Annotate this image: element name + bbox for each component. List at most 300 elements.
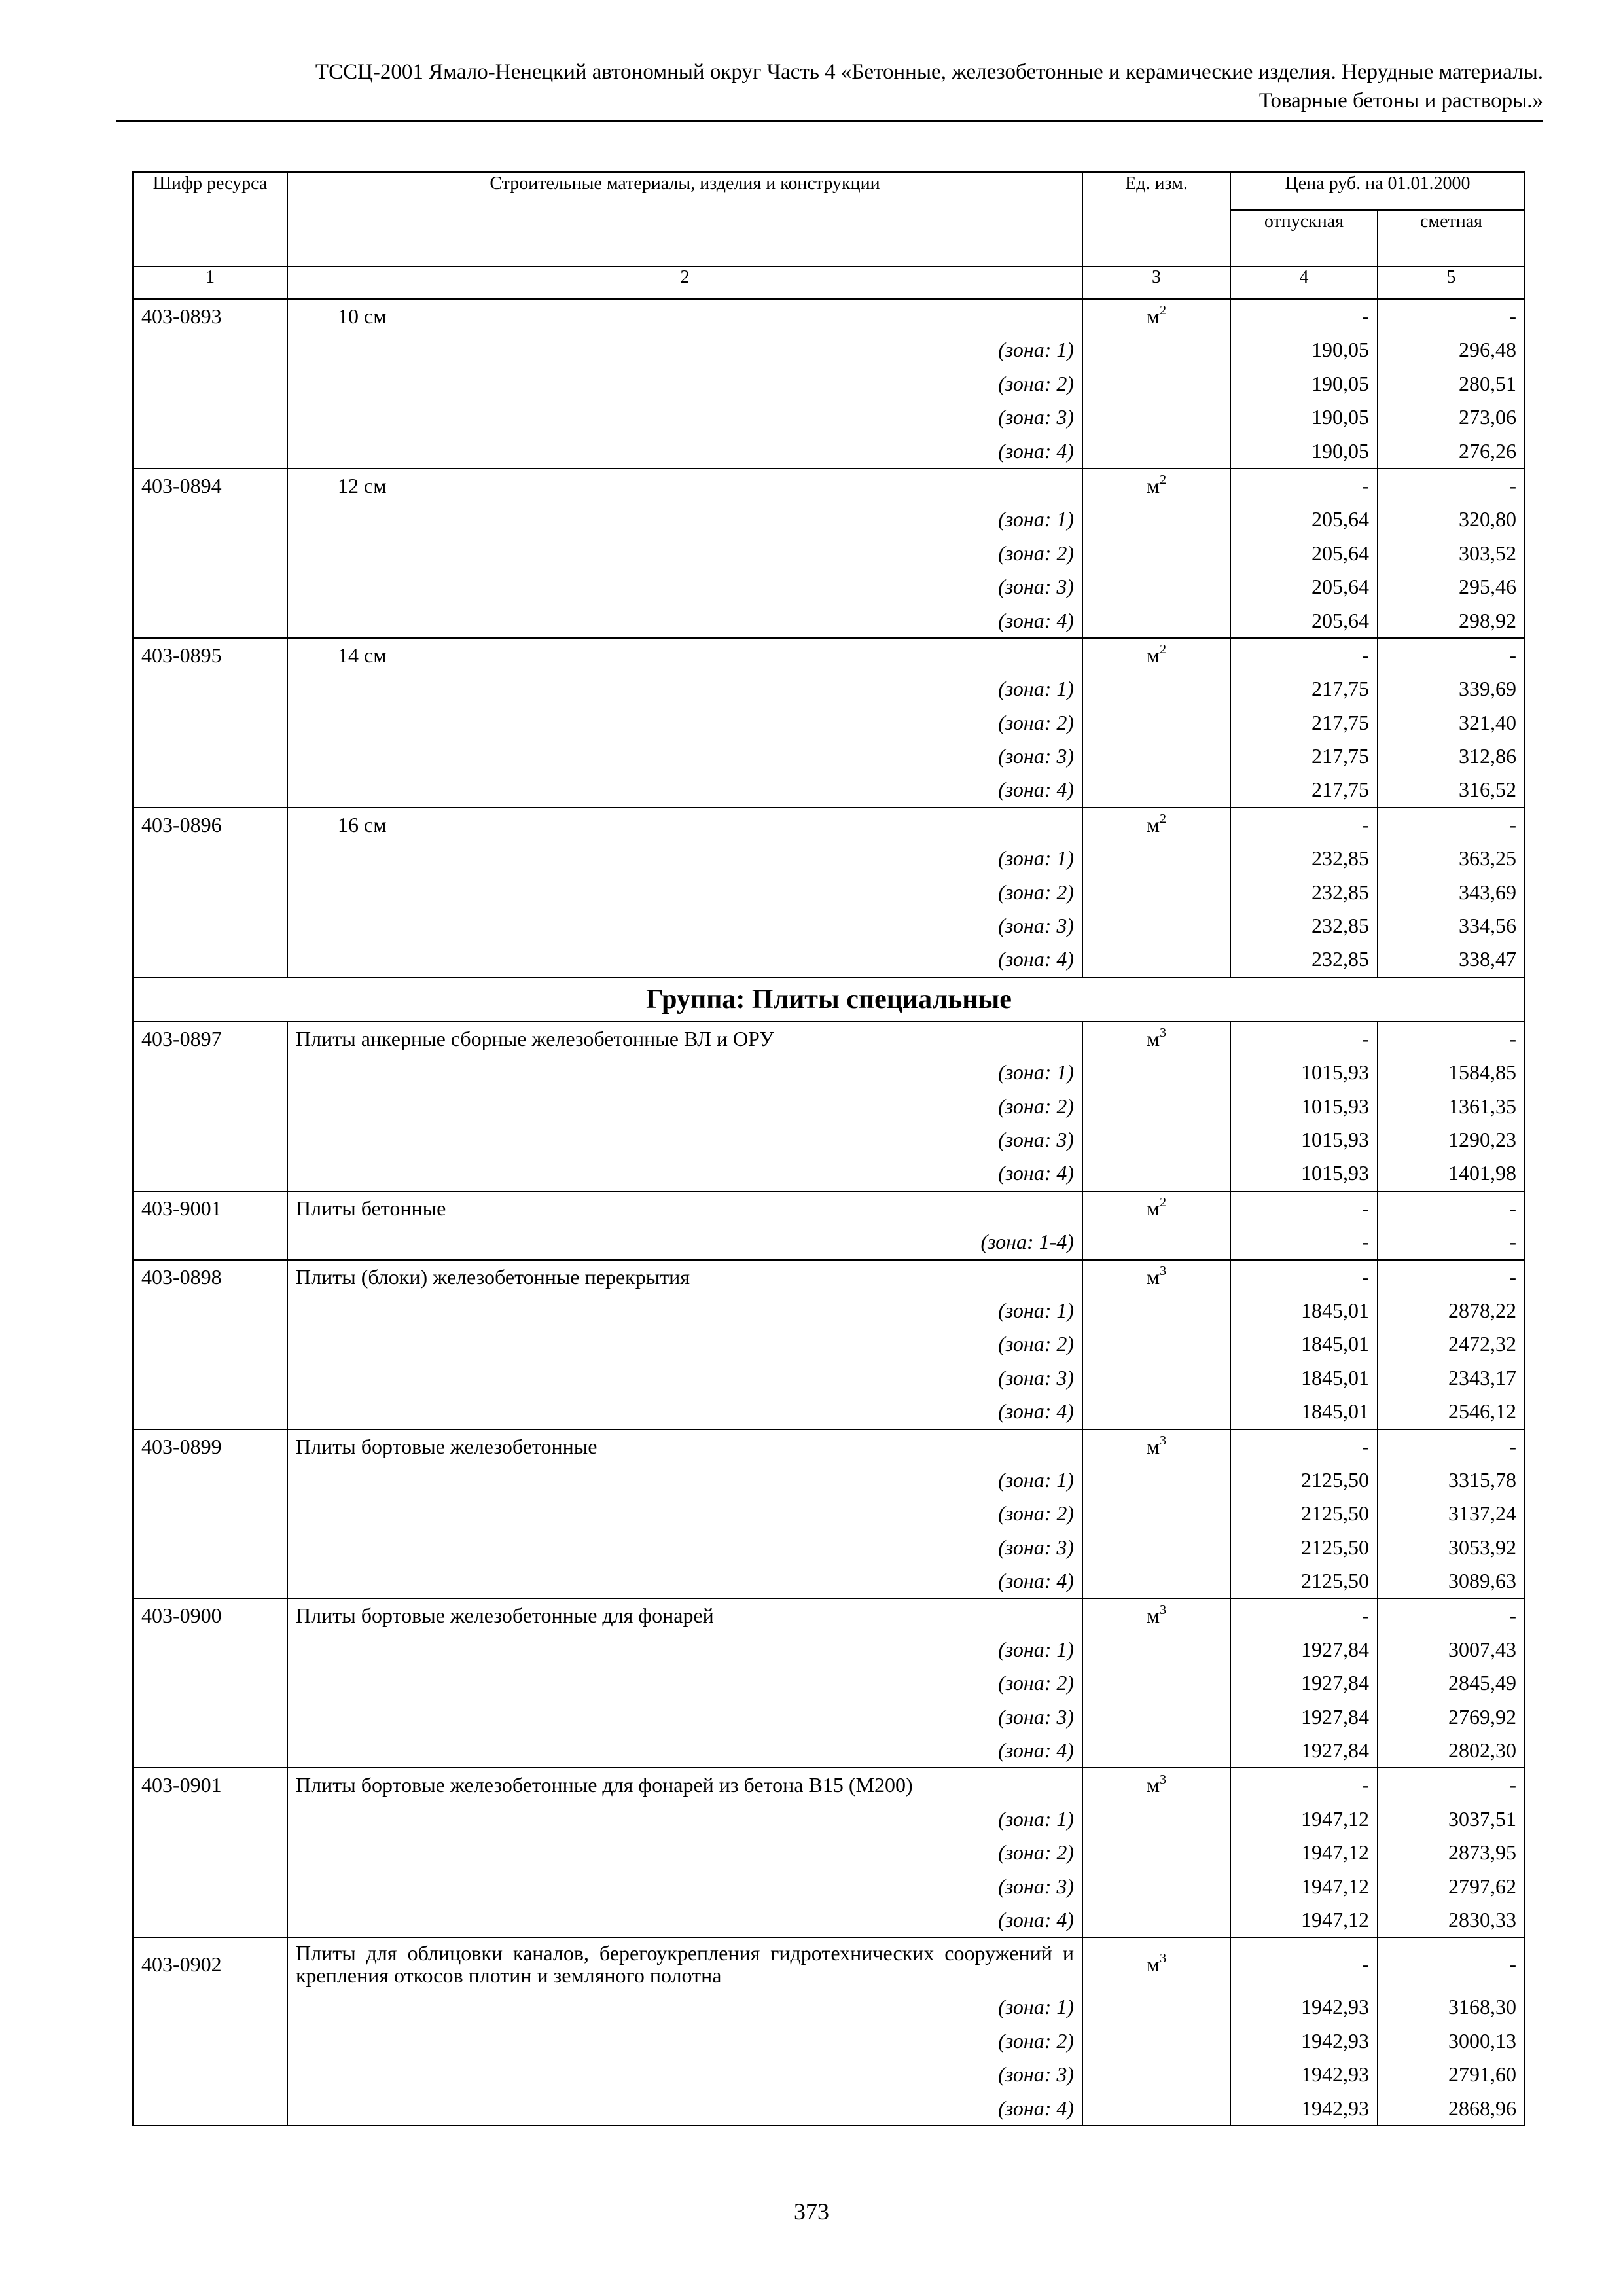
zone-label: (зона: 2) <box>287 367 1082 401</box>
material-name: Плиты для облицовки каналов, берегоукрепления гидротехнических сооружений и крепления откосов плотин и земляного полотна <box>287 1937 1082 1990</box>
zone-label: (зона: 4) <box>287 435 1082 469</box>
resource-code-empty <box>133 773 287 807</box>
unit-empty <box>1082 435 1230 469</box>
unit-empty <box>1082 2058 1230 2091</box>
zone-estimate-price: 339,69 <box>1378 672 1525 706</box>
zone-estimate-price: 2878,22 <box>1378 1294 1525 1327</box>
unit-empty <box>1082 503 1230 536</box>
zone-label: (зона: 1) <box>287 1294 1082 1327</box>
zone-estimate-price: 298,92 <box>1378 604 1525 638</box>
unit-of-measure <box>1082 1598 1230 1632</box>
column-number: 4 <box>1230 266 1378 299</box>
unit-empty <box>1082 909 1230 942</box>
header-divider <box>116 120 1543 122</box>
zone-label: (зона: 1) <box>287 672 1082 706</box>
zone-release-price: 1015,93 <box>1230 1123 1378 1157</box>
zone-row <box>133 401 1525 434</box>
unit-exponent: 3 <box>1160 1433 1167 1448</box>
resource-code-empty <box>133 740 287 773</box>
unit-empty <box>1082 1700 1230 1734</box>
resource-code-empty <box>133 1395 287 1429</box>
zone-row <box>133 2092 1525 2126</box>
zone-estimate-price: 303,52 <box>1378 537 1525 570</box>
zone-release-price: 1015,93 <box>1230 1157 1378 1191</box>
table-row <box>133 469 1525 503</box>
material-name: 12 см <box>287 469 1082 503</box>
unit-of-measure <box>1082 1022 1230 1056</box>
unit-empty <box>1082 1666 1230 1700</box>
zone-release-price: 1947,12 <box>1230 1803 1378 1836</box>
unit-base: м <box>1146 1026 1160 1050</box>
zone-release-price: 2125,50 <box>1230 1497 1378 1530</box>
zone-estimate-price: 2546,12 <box>1378 1395 1525 1429</box>
group-section <box>133 977 1525 1022</box>
zone-row <box>133 570 1525 603</box>
resource-code-empty <box>133 1803 287 1836</box>
column-header-name: Строительные материалы, изделия и конструкции <box>287 172 1082 266</box>
resource-code-empty <box>133 706 287 740</box>
zone-estimate-price: 295,46 <box>1378 570 1525 603</box>
zone-label: (зона: 1) <box>287 842 1082 875</box>
zone-estimate-price: 1584,85 <box>1378 1056 1525 1089</box>
table-body-after-group <box>133 1022 1525 2126</box>
zone-label: (зона: 2) <box>287 1666 1082 1700</box>
zone-estimate-price: 3000,13 <box>1378 2024 1525 2058</box>
estimate-price: - <box>1378 1022 1525 1056</box>
unit-exponent: 3 <box>1160 1026 1167 1041</box>
resource-code-empty <box>133 2058 287 2091</box>
unit-of-measure <box>1082 1937 1230 1990</box>
estimate-price: - <box>1378 1937 1525 1990</box>
resource-code-empty <box>133 503 287 536</box>
unit-empty <box>1082 740 1230 773</box>
resource-code: 403-9001 <box>133 1191 287 1225</box>
zone-row <box>133 537 1525 570</box>
release-price: - <box>1230 1191 1378 1225</box>
zone-release-price: 1015,93 <box>1230 1090 1378 1123</box>
zone-label: (зона: 2) <box>287 1327 1082 1361</box>
resource-code-empty <box>133 942 287 977</box>
unit-empty <box>1082 1361 1230 1395</box>
zone-row <box>133 1564 1525 1598</box>
unit-exponent: 2 <box>1160 812 1167 827</box>
resource-code-empty <box>133 401 287 434</box>
unit-empty <box>1082 1090 1230 1123</box>
header-title-line-1: ТССЦ-2001 Ямало-Ненецкий автономный округ Часть 4 «Бетонные, железобетонные и керамические изделия. Нерудные материалы. <box>315 60 1543 84</box>
unit-empty <box>1082 773 1230 807</box>
zone-estimate-price: 320,80 <box>1378 503 1525 536</box>
zone-label: (зона: 1) <box>287 503 1082 536</box>
material-name: Плиты бетонные <box>287 1191 1082 1225</box>
zone-row <box>133 1090 1525 1123</box>
resource-code-empty <box>133 1564 287 1598</box>
zone-release-price: 1845,01 <box>1230 1327 1378 1361</box>
zone-release-price: - <box>1230 1225 1378 1259</box>
zone-row <box>133 1666 1525 1700</box>
zone-row <box>133 333 1525 367</box>
unit-empty <box>1082 876 1230 909</box>
zone-label: (зона: 2) <box>287 706 1082 740</box>
zone-release-price: 217,75 <box>1230 706 1378 740</box>
zone-label: (зона: 3) <box>287 401 1082 434</box>
release-price: - <box>1230 299 1378 333</box>
zone-estimate-price: 2873,95 <box>1378 1836 1525 1869</box>
table-row <box>133 299 1525 333</box>
table-row <box>133 638 1525 672</box>
unit-empty <box>1082 842 1230 875</box>
zone-label: (зона: 2) <box>287 1497 1082 1530</box>
zone-release-price: 1942,93 <box>1230 2024 1378 2058</box>
resource-code-empty <box>133 1531 287 1564</box>
resource-code-empty <box>133 1090 287 1123</box>
zone-estimate-price: 3137,24 <box>1378 1497 1525 1530</box>
resource-code: 403-0893 <box>133 299 287 333</box>
zone-release-price: 1927,84 <box>1230 1666 1378 1700</box>
zone-row <box>133 1903 1525 1937</box>
unit-exponent: 2 <box>1160 473 1167 488</box>
table-row <box>133 1260 1525 1294</box>
zone-label: (зона: 3) <box>287 1531 1082 1564</box>
resource-code: 403-0899 <box>133 1429 287 1463</box>
unit-of-measure <box>1082 1429 1230 1463</box>
zone-row <box>133 1463 1525 1497</box>
estimate-price: - <box>1378 808 1525 842</box>
zone-row <box>133 672 1525 706</box>
resource-code-empty <box>133 1836 287 1869</box>
resource-code-empty <box>133 1870 287 1903</box>
zone-row <box>133 1803 1525 1836</box>
unit-empty <box>1082 1836 1230 1869</box>
resource-code-empty <box>133 672 287 706</box>
table-row <box>133 808 1525 842</box>
zone-release-price: 1927,84 <box>1230 1734 1378 1768</box>
unit-empty <box>1082 333 1230 367</box>
resource-code-empty <box>133 435 287 469</box>
page-header <box>116 58 1543 115</box>
resource-code: 403-0897 <box>133 1022 287 1056</box>
zone-estimate-price: 2791,60 <box>1378 2058 1525 2091</box>
unit-empty <box>1082 367 1230 401</box>
zone-label: (зона: 4) <box>287 1734 1082 1768</box>
zone-row <box>133 1395 1525 1429</box>
zone-row <box>133 2058 1525 2091</box>
zone-row <box>133 1225 1525 1259</box>
resource-code-empty <box>133 1294 287 1327</box>
release-price: - <box>1230 1022 1378 1056</box>
zone-label: (зона: 3) <box>287 1123 1082 1157</box>
unit-base: м <box>1146 1952 1160 1976</box>
unit-empty <box>1082 1633 1230 1666</box>
zone-estimate-price: 2797,62 <box>1378 1870 1525 1903</box>
unit-empty <box>1082 2092 1230 2126</box>
zone-row <box>133 1531 1525 1564</box>
zone-row <box>133 604 1525 638</box>
material-name: Плиты бортовые железобетонные для фонарей <box>287 1598 1082 1632</box>
zone-label: (зона: 2) <box>287 1836 1082 1869</box>
zone-label: (зона: 3) <box>287 1870 1082 1903</box>
resource-code-empty <box>133 604 287 638</box>
resource-code: 403-0900 <box>133 1598 287 1632</box>
column-header-code: Шифр ресурса <box>133 172 287 266</box>
zone-estimate-price: 321,40 <box>1378 706 1525 740</box>
zone-release-price: 217,75 <box>1230 773 1378 807</box>
zone-row <box>133 1700 1525 1734</box>
resource-code: 403-0896 <box>133 808 287 842</box>
unit-exponent: 2 <box>1160 303 1167 318</box>
zone-estimate-price: 1290,23 <box>1378 1123 1525 1157</box>
material-name: 14 см <box>287 638 1082 672</box>
zone-row <box>133 773 1525 807</box>
table-row <box>133 1937 1525 1990</box>
zone-row <box>133 1327 1525 1361</box>
zone-estimate-price: 3037,51 <box>1378 1803 1525 1836</box>
zone-estimate-price: 363,25 <box>1378 842 1525 875</box>
unit-empty <box>1082 1294 1230 1327</box>
zone-release-price: 1947,12 <box>1230 1836 1378 1869</box>
column-number: 1 <box>133 266 287 299</box>
zone-release-price: 232,85 <box>1230 876 1378 909</box>
column-header-estimate-price: сметная <box>1378 210 1525 266</box>
zone-estimate-price: 296,48 <box>1378 333 1525 367</box>
zone-label: (зона: 4) <box>287 604 1082 638</box>
resource-code-empty <box>133 1157 287 1191</box>
header-title-line-2: Товарные бетоны и растворы.» <box>1258 89 1543 113</box>
resource-code: 403-0895 <box>133 638 287 672</box>
zone-label: (зона: 3) <box>287 740 1082 773</box>
zone-label: (зона: 4) <box>287 1157 1082 1191</box>
release-price: - <box>1230 1260 1378 1294</box>
zone-row <box>133 942 1525 977</box>
price-table-header <box>133 172 1525 299</box>
zone-label: (зона: 3) <box>287 570 1082 603</box>
zone-estimate-price: 1401,98 <box>1378 1157 1525 1191</box>
zone-estimate-price: 2868,96 <box>1378 2092 1525 2126</box>
zone-row <box>133 503 1525 536</box>
column-header-unit: Ед. изм. <box>1082 172 1230 266</box>
zone-release-price: 232,85 <box>1230 842 1378 875</box>
column-header-price: Цена руб. на 01.01.2000 <box>1230 172 1525 210</box>
zone-release-price: 1845,01 <box>1230 1294 1378 1327</box>
zone-row <box>133 909 1525 942</box>
unit-empty <box>1082 2024 1230 2058</box>
zone-release-price: 232,85 <box>1230 909 1378 942</box>
unit-empty <box>1082 401 1230 434</box>
unit-base: м <box>1146 473 1160 497</box>
resource-code-empty <box>133 909 287 942</box>
zone-row <box>133 842 1525 875</box>
estimate-price: - <box>1378 638 1525 672</box>
resource-code-empty <box>133 1633 287 1666</box>
unit-exponent: 3 <box>1160 1263 1167 1278</box>
unit-base: м <box>1146 1773 1160 1797</box>
resource-code-empty <box>133 876 287 909</box>
zone-estimate-price: 2472,32 <box>1378 1327 1525 1361</box>
zone-estimate-price: 273,06 <box>1378 401 1525 434</box>
zone-release-price: 1015,93 <box>1230 1056 1378 1089</box>
zone-label: (зона: 3) <box>287 909 1082 942</box>
column-header-release-price: отпускная <box>1230 210 1378 266</box>
resource-code-empty <box>133 367 287 401</box>
unit-empty <box>1082 1803 1230 1836</box>
material-name: Плиты бортовые железобетонные для фонарей из бетона В15 (М200) <box>287 1768 1082 1802</box>
resource-code-empty <box>133 570 287 603</box>
zone-row <box>133 1870 1525 1903</box>
resource-code-empty <box>133 537 287 570</box>
column-number: 3 <box>1082 266 1230 299</box>
unit-exponent: 2 <box>1160 1195 1167 1210</box>
zone-label: (зона: 2) <box>287 537 1082 570</box>
zone-estimate-price: 2343,17 <box>1378 1361 1525 1395</box>
zone-label: (зона: 4) <box>287 1903 1082 1937</box>
unit-empty <box>1082 672 1230 706</box>
unit-empty <box>1082 1990 1230 2024</box>
resource-code: 403-0894 <box>133 469 287 503</box>
unit-exponent: 3 <box>1160 1772 1167 1787</box>
unit-empty <box>1082 1531 1230 1564</box>
zone-row <box>133 2024 1525 2058</box>
price-table <box>132 171 1525 2126</box>
zone-release-price: 2125,50 <box>1230 1463 1378 1497</box>
unit-base: м <box>1146 304 1160 328</box>
estimate-price: - <box>1378 1429 1525 1463</box>
unit-empty <box>1082 1225 1230 1259</box>
zone-row <box>133 1056 1525 1089</box>
material-name: Плиты бортовые железобетонные <box>287 1429 1082 1463</box>
unit-empty <box>1082 537 1230 570</box>
unit-empty <box>1082 1870 1230 1903</box>
zone-release-price: 232,85 <box>1230 942 1378 977</box>
release-price: - <box>1230 469 1378 503</box>
unit-empty <box>1082 1056 1230 1089</box>
resource-code-empty <box>133 1497 287 1530</box>
material-name: 10 см <box>287 299 1082 333</box>
zone-estimate-price: 280,51 <box>1378 367 1525 401</box>
zone-row <box>133 435 1525 469</box>
zone-label: (зона: 1) <box>287 1463 1082 1497</box>
zone-release-price: 1942,93 <box>1230 2092 1378 2126</box>
resource-code-empty <box>133 2092 287 2126</box>
unit-empty <box>1082 1157 1230 1191</box>
unit-empty <box>1082 942 1230 977</box>
material-name: Плиты (блоки) железобетонные перекрытия <box>287 1260 1082 1294</box>
zone-label: (зона: 4) <box>287 1395 1082 1429</box>
resource-code-empty <box>133 1225 287 1259</box>
zone-release-price: 1947,12 <box>1230 1870 1378 1903</box>
zone-row <box>133 367 1525 401</box>
resource-code-empty <box>133 1734 287 1768</box>
zone-row <box>133 1633 1525 1666</box>
unit-of-measure <box>1082 299 1230 333</box>
unit-exponent: 3 <box>1160 1602 1167 1617</box>
page-number: 373 <box>794 2198 829 2225</box>
zone-estimate-price: 2802,30 <box>1378 1734 1525 1768</box>
zone-release-price: 1947,12 <box>1230 1903 1378 1937</box>
zone-estimate-price: 3168,30 <box>1378 1990 1525 2024</box>
zone-release-price: 1942,93 <box>1230 2058 1378 2091</box>
unit-empty <box>1082 1564 1230 1598</box>
zone-estimate-price: 276,26 <box>1378 435 1525 469</box>
zone-estimate-price: - <box>1378 1225 1525 1259</box>
zone-row <box>133 740 1525 773</box>
zone-label: (зона: 4) <box>287 942 1082 977</box>
zone-release-price: 217,75 <box>1230 672 1378 706</box>
unit-empty <box>1082 1327 1230 1361</box>
zone-release-price: 217,75 <box>1230 740 1378 773</box>
unit-base: м <box>1146 1265 1160 1289</box>
resource-code-empty <box>133 1990 287 2024</box>
zone-label: (зона: 4) <box>287 2092 1082 2126</box>
estimate-price: - <box>1378 1768 1525 1802</box>
unit-empty <box>1082 1463 1230 1497</box>
resource-code-empty <box>133 1056 287 1089</box>
release-price: - <box>1230 638 1378 672</box>
zone-row <box>133 1361 1525 1395</box>
release-price: - <box>1230 1768 1378 1802</box>
resource-code-empty <box>133 333 287 367</box>
unit-of-measure <box>1082 638 1230 672</box>
table-row <box>133 1022 1525 1056</box>
zone-estimate-price: 338,47 <box>1378 942 1525 977</box>
zone-release-price: 1845,01 <box>1230 1361 1378 1395</box>
zone-label: (зона: 3) <box>287 1700 1082 1734</box>
group-row <box>133 977 1525 1022</box>
zone-label: (зона: 1) <box>287 1056 1082 1089</box>
resource-code-empty <box>133 1123 287 1157</box>
column-number: 5 <box>1378 266 1525 299</box>
unit-base: м <box>1146 1604 1160 1628</box>
zone-estimate-price: 2830,33 <box>1378 1903 1525 1937</box>
resource-code-empty <box>133 1463 287 1497</box>
unit-base: м <box>1146 1196 1160 1220</box>
unit-of-measure <box>1082 1260 1230 1294</box>
resource-code: 403-0898 <box>133 1260 287 1294</box>
unit-empty <box>1082 1123 1230 1157</box>
zone-label: (зона: 1) <box>287 1990 1082 2024</box>
unit-empty <box>1082 604 1230 638</box>
zone-release-price: 2125,50 <box>1230 1531 1378 1564</box>
zone-label: (зона: 4) <box>287 1564 1082 1598</box>
material-name: 16 см <box>287 808 1082 842</box>
estimate-price: - <box>1378 1191 1525 1225</box>
unit-base: м <box>1146 643 1160 667</box>
zone-estimate-price: 3089,63 <box>1378 1564 1525 1598</box>
zone-estimate-price: 334,56 <box>1378 909 1525 942</box>
unit-empty <box>1082 1903 1230 1937</box>
estimate-price: - <box>1378 1260 1525 1294</box>
zone-row <box>133 1157 1525 1191</box>
release-price: - <box>1230 1937 1378 1990</box>
resource-code-empty <box>133 1361 287 1395</box>
zone-release-price: 205,64 <box>1230 570 1378 603</box>
unit-base: м <box>1146 1434 1160 1458</box>
zone-estimate-price: 316,52 <box>1378 773 1525 807</box>
resource-code: 403-0902 <box>133 1937 287 1990</box>
unit-of-measure <box>1082 1191 1230 1225</box>
table-row <box>133 1429 1525 1463</box>
zone-release-price: 190,05 <box>1230 333 1378 367</box>
table-row <box>133 1598 1525 1632</box>
unit-of-measure <box>1082 469 1230 503</box>
zone-row <box>133 1497 1525 1530</box>
zone-estimate-price: 343,69 <box>1378 876 1525 909</box>
table-row <box>133 1191 1525 1225</box>
zone-release-price: 1927,84 <box>1230 1700 1378 1734</box>
zone-label: (зона: 2) <box>287 876 1082 909</box>
group-title: Группа: Плиты специальные <box>133 977 1525 1022</box>
unit-exponent: 3 <box>1160 1951 1167 1966</box>
zone-release-price: 2125,50 <box>1230 1564 1378 1598</box>
zone-estimate-price: 1361,35 <box>1378 1090 1525 1123</box>
